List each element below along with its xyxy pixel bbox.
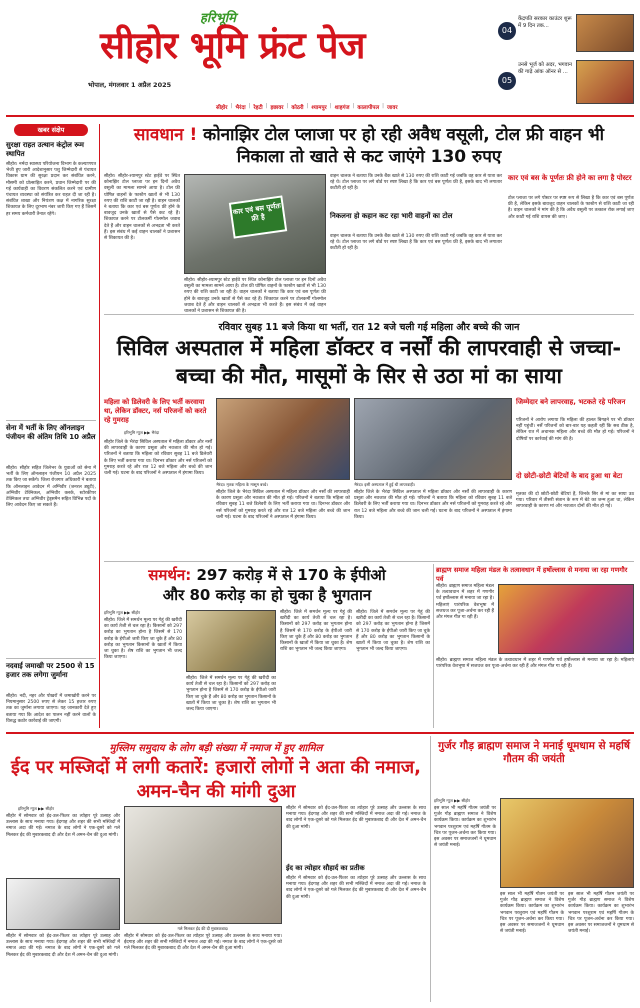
- gautam-byline: हरिभूमि न्यूज ▶▶ सीहोर: [434, 798, 471, 803]
- eid-subhead: ईद का त्योहार सौहार्द का प्रतीक: [286, 864, 365, 872]
- hospital-headline: सिविल अस्पताल में महिला डॉक्टर व नर्सों की लापरवाही से जच्चा-बच्चा की मौत, मासूमों के सिर से उठा मां का साया: [116, 336, 622, 388]
- toll-subhead: निकलना हो कहान कट रहा भारी वाहनों का टोल: [330, 212, 453, 220]
- hospital-story: [104, 318, 634, 558]
- nav-item[interactable]: कालापीपल: [357, 105, 380, 111]
- support-headline-text-a: 297 करोड़ में से 170 के ईपीओ: [196, 566, 386, 584]
- eid-photo-1: [6, 878, 120, 930]
- sidebar-column-rule: [99, 124, 100, 728]
- toll-body-col4: वाहन चालक ने बताया कि उनके बैंक खाते से 130 रुपए की राशि काटी गई जबकि वह कार से यात्रा कर रहे थे। टोल प्लाजा पर लगे बोर्ड पर स्पष्ट लिखा है कि कार एवं बस पूर्णतः फ्री है, इसके बाद भी लगातार कटौती हो रही है।: [330, 234, 502, 252]
- gangaur-story: [436, 564, 634, 728]
- support-price-story: [104, 564, 430, 728]
- gautam-photo: [500, 798, 634, 888]
- toll-headline-text: कोनाझिर टोल प्लाजा पर हो रही अवैध वसूली, टोल फ्री वाहन भी निकाला तो खाते से कट जाएंगे 130 रुपए: [203, 125, 605, 167]
- gangaur-body-2: सीहोर। ब्राह्मण समाज महिला मंडल के तत्वावधान में शहर में गणगौर पर्व हर्षोल्लास से मनाया जा रहा है। महिलाएं पारंपरिक वेशभूषा में सजधज कर पूजा-अर्चना कर रही हैं और मंगल गीत गा रही हैं।: [436, 658, 634, 670]
- eid-headline: ईद पर मस्जिदों में लगी कतारें: हजारों लोगों ने अता की नमाज, अमन-चैन की मांगी दुआ: [10, 757, 421, 802]
- hospital-body-3: सीहोर जिले के भैरंदा सिविल अस्पताल में महिला डॉक्टर और नर्सों की लापरवाही के कारण प्रसूता और नवजात की मौत हो गई। परिजनों ने बताया कि महिला को रविवार सुबह 11 बजे डिलेवरी के लिए भर्ती कराया गया था। दिनभर डॉक्टर और नर्स परिजनों को गुमराह करते रहे और रात 12 बजे महिला और बच्चे की जान चली गई। घटना के बाद परिजनों ने अस्पताल में हंगामा किया।: [354, 490, 512, 520]
- hospital-side-body: परिजनों ने आरोप लगाया कि महिला की हालत बिगड़ने पर भी डॉक्टर नहीं पहुंचीं। नर्सें परिजनों को बार-बार यह कहती रहीं कि सब ठीक है, लेकिन रात में अचानक महिला और बच्चे की मौत हो गई। परिजनों ने दोषियों पर कार्रवाई की मांग की है।: [516, 418, 634, 442]
- teaser-1-photo: [576, 14, 634, 52]
- gautam-body-1: इस साल भी महर्षि गौतम जयंती पर गुर्जर गौड़ ब्राह्मण समाज ने विशेष कार्यक्रम किया। कार्यक्रम का शुभारंभ भगवान परशुराम एवं महर्षि गौतम के चित्र पर पूजन-अर्चना कर किया गया। इस अवसर पर समाजजनों ने धूमधाम से जयंती मनाई।: [434, 806, 496, 849]
- hospital-photo-ward: [354, 398, 512, 480]
- nav-item[interactable]: सीहोर: [216, 105, 228, 111]
- support-body-4: सीहोर। जिले में समर्थन मूल्य पर गेहूं की खरीदी का कार्य तेजी से चल रहा है। किसानों को 297 करोड़ का भुगतान होना है जिसमें से 170 करोड़ के ईपीओ जारी किए जा चुके हैं और 80 करोड़ का भुगतान किसानों के खातों में किया जा चुका है। शेष राशि का भुगतान भी जल्द किया जाएगा।: [356, 610, 430, 653]
- eid-body-3: सीहोर में सोमवार को ईद-उल-फितर का त्योहार पूरे उत्साह और उल्लास के साथ मनाया गया। ईदगाह और शहर की सभी मस्जिदों में नमाज अदा की गई। नमाज के बाद लोगों ने एक-दूसरे को गले मिलकर ईद की मुबारकबाद दी और देश में अमन-चैन की दुआ मांगी।: [124, 934, 282, 952]
- section-nav: सीहोर | भैरंदा | रेहटी | इछावर | कोठरी | श्यामपुर | शाहगंज | कालापीपल | जावर: [216, 103, 398, 111]
- sidebar-body-3: सीहोर। नदी, नहर और पोखरों में जमाखोरी करने पर नियमानुसार 2500 रुपए से लेकर 15 हजार रुपए तक का जुर्माना लगाया जाएगा। यह जानकारी देते हुए बताया गया कि आदेश का पालन नहीं करने वालों के विरुद्ध कठोर कार्रवाई की जाएगी।: [6, 694, 96, 724]
- hospital-side-body-2: मृतका की दो छोटी-छोटी बेटियां हैं, जिनके सिर से मां का साया उठ गया। परिवार में तीसरी संतान के रूप में बेटे का जन्म हुआ था, लेकिन लापरवाही के कारण मां और नवजात दोनों की मौत हो गई।: [516, 492, 634, 510]
- support-headline-a: [104, 566, 430, 585]
- toll-side-head: कार एवं बस के पूर्णतः फ्री होने का लगा है पोस्टर: [508, 174, 632, 182]
- toll-story: [104, 120, 634, 315]
- support-body-3: सीहोर। जिले में समर्थन मूल्य पर गेहूं की खरीदी का कार्य तेजी से चल रहा है। किसानों को 297 करोड़ का भुगतान होना है जिसमें से 170 करोड़ के ईपीओ जारी किए जा चुके हैं और 80 करोड़ का भुगतान किसानों के खातों में किया जा चुका है। शेष राशि का भुगतान भी जल्द किया जाएगा।: [280, 610, 352, 653]
- hospital-side-head-2: दो छोटी-छोटी बेटियों के बाद हुआ था बेटा: [516, 472, 623, 480]
- support-kicker: समर्थन:: [148, 566, 192, 584]
- hospital-caption-1: भैरंदा। मृतक महिला के मासूम बच्चे।: [216, 482, 268, 487]
- eid-body-5: सीहोर में सोमवार को ईद-उल-फितर का त्योहार पूरे उत्साह और उल्लास के साथ मनाया गया। ईदगाह और शहर की सभी मस्जिदों में नमाज अदा की गई। नमाज के बाद लोगों ने एक-दूसरे को गले मिलकर ईद की मुबारकबाद दी और देश में अमन-चैन की दुआ मांगी।: [286, 876, 426, 900]
- teaser-2-text: उनसे भूर्ज को अदर, भगवान की गाढ़े आंक ऑनर से ...: [518, 62, 572, 75]
- hospital-divider: [104, 561, 634, 562]
- teaser-2-number: 05: [498, 72, 516, 90]
- toll-sign-text: कार एवं बस पूर्णतः फ्री है: [232, 201, 282, 223]
- gangaur-body: सीहोर। ब्राह्मण समाज महिला मंडल के तत्वावधान में शहर में गणगौर पर्व हर्षोल्लास से मनाया जा रहा है। महिलाएं पारंपरिक वेशभूषा में सजधज कर पूजा-अर्चना कर रही हैं और मंगल गीत गा रही हैं।: [436, 584, 494, 621]
- toll-body-col2: सीहोर। सीहोर-श्यामपुर स्टेट हाईवे पर स्थित कोनाझिर टोल प्लाजा पर इन दिनों अवैध वसूली का मामला सामने आया है। टोल फ्री घोषित वाहनों के फास्टैग खातों से भी 130 रुपए की राशि काटी जा रही है। वाहन चालकों ने बताया कि कार एवं बस पूर्णतः फ्री होने के बावजूद उनके खातों से पैसे कट रहे हैं। शिकायत करने पर टोलकर्मी गोलमोल जवाब देते हैं और वाहन चालकों से अभद्रता भी करते हैं। इस संबंध में कई वाहन चालकों ने प्रशासन से शिकायत की है।: [184, 278, 326, 315]
- support-headline-b: और 80 करोड़ का हो चुका है भुगतान: [162, 586, 372, 604]
- toll-side-body: टोल प्लाजा पर लगे पोस्टर पर स्पष्ट रूप से लिखा है कि कार एवं बस पूर्णतः फ्री है, लेकिन इसके बावजूद वाहन चालकों के फास्टैग से राशि काटी जा रही है। वाहन चालकों ने मांग की है कि अवैध वसूली पर तत्काल रोक लगाई जाए और काटी गई राशि वापस की जाए।: [508, 196, 634, 220]
- gangaur-photo: [498, 584, 634, 654]
- nav-item[interactable]: जावर: [386, 105, 398, 111]
- eid-column-rule: [430, 736, 431, 1002]
- support-body-1: सीहोर। जिले में समर्थन मूल्य पर गेहूं की खरीदी का कार्य तेजी से चल रहा है। किसानों को 297 करोड़ का भुगतान होना है जिसमें से 170 करोड़ के ईपीओ जारी किए जा चुके हैं और 80 करोड़ का भुगतान किसानों के खातों में किया जा चुका है। शेष राशि का भुगतान भी जल्द किया जाएगा।: [104, 618, 182, 661]
- brand-logo: हरिभूमि: [200, 11, 236, 26]
- toll-body-col3: वाहन चालक ने बताया कि उनके बैंक खाते से 130 रुपए की राशि काटी गई जबकि वह कार से यात्रा कर रहे थे। टोल प्लाजा पर लगे बोर्ड पर स्पष्ट लिखा है कि कार एवं बस पूर्णतः फ्री है, इसके बाद भी लगातार कटौती हो रही है।: [330, 174, 502, 192]
- toll-photo: [184, 174, 326, 274]
- gautam-headline: गुर्जर गौड़ ब्राह्मण समाज ने मनाई धूमधाम से महर्षि गौतम की जयंती: [438, 740, 630, 765]
- sidebar-headline-1: सुरक्षा राहत उत्थान कंट्रोल रूम स्थापित: [6, 141, 84, 158]
- teaser-1-text: केंद्रपति सरकार काउंटर शुरू में 9 दिन तक...: [518, 16, 572, 29]
- hospital-body-2: सीहोर जिले के भैरंदा सिविल अस्पताल में महिला डॉक्टर और नर्सों की लापरवाही के कारण प्रसूता और नवजात की मौत हो गई। परिजनों ने बताया कि महिला को रविवार सुबह 11 बजे डिलेवरी के लिए भर्ती कराया गया था। दिनभर डॉक्टर और नर्स परिजनों को गुमराह करते रहे और रात 12 बजे महिला और बच्चे की जान चली गई। घटना के बाद परिजनों ने अस्पताल में हंगामा किया।: [216, 490, 350, 520]
- sidebar-divider-1: [6, 420, 96, 421]
- sidebar-headline-2: सेना में भर्ती के लिए ऑनलाइन पंजीयन की अंतिम तिथि 10 अप्रैल: [6, 424, 96, 441]
- sidebar-body-2: सीहोर। सीहोर सहित जिलेभर के युवाओं को सेना में भर्ती के लिए ऑनलाइन पंजीयन 10 अप्रैल 2025 तक किए जा सकेंगे। जिला रोजगार अधिकारी ने बताया कि ऑनलाइन आवेदन में अग्निवीर (जनरल ड्यूटी), अग्निवीर टेक्निकल, अग्निवीर क्लर्क, स्टोरकीपर टेक्निकल तथा अग्निवीर ट्रेड्समैन सहित विभिन्न पदों के लिए आवेदन किए जा सकते हैं।: [6, 466, 96, 509]
- support-body-2: सीहोर। जिले में समर्थन मूल्य पर गेहूं की खरीदी का कार्य तेजी से चल रहा है। किसानों को 297 करोड़ का भुगतान होना है जिसमें से 170 करोड़ के ईपीओ जारी किए जा चुके हैं और 80 करोड़ का भुगतान किसानों के खातों में किया जा चुका है। शेष राशि का भुगतान भी जल्द किया जाएगा।: [186, 676, 276, 713]
- teaser-2-photo: [576, 60, 634, 104]
- hospital-caption-2: भैरंदा। इसी अस्पताल में हुई थी लापरवाही।: [354, 482, 416, 487]
- eid-photo-2: [124, 806, 282, 924]
- nav-item[interactable]: कोठरी: [291, 105, 304, 111]
- hospital-photo-children: [216, 398, 350, 480]
- eid-kicker: मुस्लिम समुदाय के लोग बड़ी संख्या में नमाज में हुए शामिल: [109, 743, 323, 754]
- eid-story: [6, 736, 426, 1002]
- support-photo: [186, 610, 276, 672]
- hospital-deck: महिला को डिलेवरी के लिए भर्ती करवाया था, लेकिन डॉक्टर, नर्स परिजनों को करते रहे गुमराह: [104, 398, 207, 424]
- masthead-rule: [6, 115, 634, 117]
- nav-item[interactable]: भैरंदा: [235, 105, 246, 111]
- hospital-body-1: सीहोर जिले के भैरंदा सिविल अस्पताल में महिला डॉक्टर और नर्सों की लापरवाही के कारण प्रसूता और नवजात की मौत हो गई। परिजनों ने बताया कि महिला को रविवार सुबह 11 बजे डिलेवरी के लिए भर्ती कराया गया था। दिनभर डॉक्टर और नर्स परिजनों को गुमराह करते रहे और रात 12 बजे महिला और बच्चे की जान चली गई। घटना के बाद परिजनों ने अस्पताल में हंगामा किया।: [104, 440, 212, 477]
- sidebar-headline-3: नदवाई जमाखी पर 2500 से 15 हजार तक लगेगा जुर्माना: [6, 662, 95, 679]
- teaser-1[interactable]: [498, 14, 634, 54]
- page-title: सीहोर भूमि फ्रंट पेज: [100, 24, 365, 67]
- eid-body-1: सीहोर में सोमवार को ईद-उल-फितर का त्योहार पूरे उत्साह और उल्लास के साथ मनाया गया। ईदगाह और शहर की सभी मस्जिदों में नमाज अदा की गई। नमाज के बाद लोगों ने एक-दूसरे को गले मिलकर ईद की मुबारकबाद दी और देश में अमन-चैन की दुआ मांगी।: [6, 814, 120, 838]
- gautam-body-2: इस साल भी महर्षि गौतम जयंती पर गुर्जर गौड़ ब्राह्मण समाज ने विशेष कार्यक्रम किया। कार्यक्रम का शुभारंभ भगवान परशुराम एवं महर्षि गौतम के चित्र पर पूजन-अर्चना कर किया गया। इस अवसर पर समाजजनों ने धूमधाम से जयंती मनाई।: [500, 892, 564, 935]
- sidebar-tag: खबर संक्षेप: [14, 124, 88, 136]
- gangaur-headline: ब्राह्मण समाज महिला मंडल के तत्वावधान में हर्षोल्लास से मनाया जा रहा गणगौर पर्व: [436, 566, 628, 583]
- nav-item[interactable]: श्यामपुर: [311, 105, 327, 111]
- gautam-body-3: इस साल भी महर्षि गौतम जयंती पर गुर्जर गौड़ ब्राह्मण समाज ने विशेष कार्यक्रम किया। कार्यक्रम का शुभारंभ भगवान परशुराम एवं महर्षि गौतम के चित्र पर पूजन-अर्चना कर किया गया। इस अवसर पर समाजजनों ने धूमधाम से जयंती मनाई।: [568, 892, 634, 935]
- dateline: भोपाल, मंगलवार 1 अप्रैल 2025: [88, 81, 172, 89]
- eid-caption: गले मिलकर ईद की दी मुबारकबाद।: [177, 926, 229, 931]
- hospital-kicker: रविवार सुबह 11 बजे किया था भर्ती, रात 12 बजे चली गई महिला और बच्चे की जान: [218, 322, 520, 333]
- nav-item[interactable]: रेहटी: [253, 105, 263, 111]
- gautam-story: [434, 736, 634, 1002]
- support-column-rule: [433, 564, 434, 728]
- nav-item[interactable]: शाहगंज: [334, 105, 350, 111]
- sidebar-news-brief: [6, 124, 96, 728]
- teaser-1-number: 04: [498, 22, 516, 40]
- support-byline: हरिभूमि न्यूज ▶▶ सीहोर: [104, 610, 141, 615]
- sidebar-body-1: सीहोर। नर्मदा स्वास्थ्य परियोजना विभाग के कल्याणपत्र भेजी हुए जारी आदेशानुसार पशु जिम्मेदारी से पंचायत विकास ग्राम की सुरक्षा प्रदान कर संबंधित करने, मौसमी को प्रोत्साहित करने, प्रधान जिम्मेदारी पर की गई कार्यवाही का विवरण संकलित करने एवं ग्रामीण पंचायत व्यवस्था को संयंत्रित कर राहत दी जा रही है। संबंधित शाखा और नियंत्रण कक्ष में नागरिक सुरक्षा शिकायत के लिए दूरभाष नंबर जारी किए गए हैं जिसमें हर समय कर्मचारी तैनात रहेंगे।: [6, 162, 96, 217]
- toll-divider: [104, 314, 634, 315]
- toll-sign: [229, 195, 287, 238]
- sidebar-divider-2: [6, 658, 96, 659]
- bottom-section-rule: [6, 732, 634, 734]
- toll-body-col1: सीहोर। सीहोर-श्यामपुर स्टेट हाईवे पर स्थित कोनाझिर टोल प्लाजा पर इन दिनों अवैध वसूली का मामला सामने आया है। टोल फ्री घोषित वाहनों के फास्टैग खातों से भी 130 रुपए की राशि काटी जा रही है। वाहन चालकों ने बताया कि कार एवं बस पूर्णतः फ्री होने के बावजूद उनके खातों से पैसे कट रहे हैं। शिकायत करने पर टोलकर्मी गोलमोल जवाब देते हैं और वाहन चालकों से अभद्रता भी करते हैं। इस संबंध में कई वाहन चालकों ने प्रशासन से शिकायत की है।: [104, 174, 180, 242]
- eid-body-2: सीहोर में सोमवार को ईद-उल-फितर का त्योहार पूरे उत्साह और उल्लास के साथ मनाया गया। ईदगाह और शहर की सभी मस्जिदों में नमाज अदा की गई। नमाज के बाद लोगों ने एक-दूसरे को गले मिलकर ईद की मुबारकबाद दी और देश में अमन-चैन की दुआ मांगी।: [6, 934, 120, 958]
- toll-kicker: सावधान !: [133, 125, 198, 145]
- hospital-byline: हरिभूमि न्यूज ▶▶ भैरंदा: [124, 430, 160, 435]
- hospital-side-head: जिम्मेदार बने लापरवाह, भटकते रहे परिजन: [516, 398, 626, 406]
- masthead: [0, 0, 640, 118]
- teaser-2[interactable]: [498, 60, 634, 106]
- nav-item[interactable]: इछावर: [270, 105, 284, 111]
- eid-body-4: सीहोर में सोमवार को ईद-उल-फितर का त्योहार पूरे उत्साह और उल्लास के साथ मनाया गया। ईदगाह और शहर की सभी मस्जिदों में नमाज अदा की गई। नमाज के बाद लोगों ने एक-दूसरे को गले मिलकर ईद की मुबारकबाद दी और देश में अमन-चैन की दुआ मांगी।: [286, 806, 426, 830]
- toll-headline: [112, 124, 626, 168]
- eid-byline: हरिभूमि न्यूज ▶▶ सीहोर: [18, 806, 55, 811]
